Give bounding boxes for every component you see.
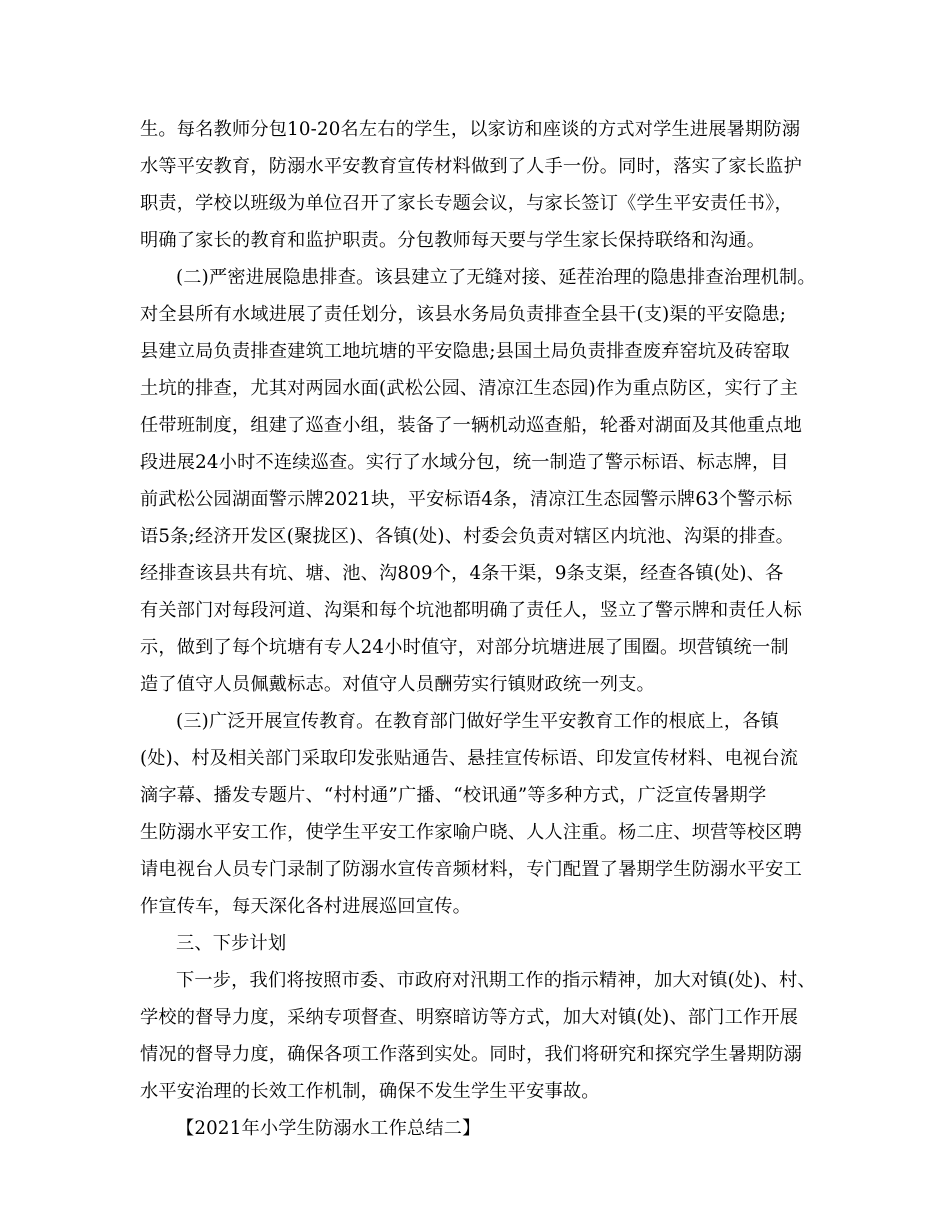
text-line: 生。每名教师分包10-20名左右的学生，以家访和座谈的方式对学生进展暑期防溺 bbox=[140, 119, 801, 140]
text-line: 水平安治理的长效工作机制，确保不发生学生平安事故。 bbox=[140, 1081, 600, 1102]
text-line: 造了值守人员佩戴标志。对值守人员酬劳实行镇财政统一列支。 bbox=[140, 674, 655, 695]
text-line: 前武松公园湖面警示牌2021块，平安标语4条，清凉江生态园警示牌63个警示标 bbox=[140, 489, 793, 510]
paragraph-heading-2: (二)严密进展隐患排查。该县建立了无缝对接、延茬治理的隐患排查治理机制。 bbox=[176, 267, 816, 288]
text-line: 经排查该县共有坑、塘、池、沟809个，4条干渠，9条支渠，经查各镇(处)、各 bbox=[140, 563, 784, 584]
text-line: 情况的督导力度，确保各项工作落到实处。同时，我们将研究和探究学生暑期防溺 bbox=[140, 1044, 802, 1065]
text-line: 下一步，我们将按照市委、市政府对汛期工作的指示精神，加大对镇(处)、村、 bbox=[176, 970, 816, 991]
text-line: 滴字幕、播发专题片、“村村通”广播、“校讯通”等多种方式，广泛宣传暑期学 bbox=[140, 785, 767, 806]
text-line: 请电视台人员专门录制了防溺水宣传音频材料，专门配置了暑期学生防溺水平安工 bbox=[140, 859, 802, 880]
section-heading: 三、下步计划 bbox=[176, 933, 287, 954]
paragraph-heading-3: (三)广泛开展宣传教育。在教育部门做好学生平安教育工作的根底上，各镇 bbox=[176, 711, 779, 732]
text-line: 土坑的排查，尤其对两园水面(武松公园、清凉江生态园)作为重点防区，实行了主 bbox=[140, 378, 799, 399]
text-line: 学校的督导力度，采纳专项督查、明察暗访等方式，加大对镇(处)、部门工作开展 bbox=[140, 1007, 799, 1028]
text-line: 语5条;经济开发区(聚拢区)、各镇(处)、村委会负责对辖区内坑池、沟渠的排查。 bbox=[140, 526, 795, 547]
text-line: 对全县所有水域进展了责任划分，该县水务局负责排查全县干(支)渠的平安隐患; bbox=[140, 304, 787, 325]
text-line: 段进展24小时不连续巡查。实行了水域分包，统一制造了警示标语、标志牌，目 bbox=[140, 452, 789, 473]
text-line: 明确了家长的教育和监护职责。分包教师每天要与学生家长保持联络和沟通。 bbox=[140, 230, 766, 251]
text-line: 生防溺水平安工作，使学生平安工作家喻户晓、人人注重。杨二庄、坝营等校区聘 bbox=[140, 822, 802, 843]
text-line: 作宣传车，每天深化各村进展巡回宣传。 bbox=[140, 896, 471, 917]
text-line: (处)、村及相关部门采取印发张贴通告、悬挂宣传标语、印发宣传材料、电视台流 bbox=[140, 748, 799, 769]
text-line: 有关部门对每段河道、沟渠和每个坑池都明确了责任人，竖立了警示牌和责任人标 bbox=[140, 600, 802, 621]
text-line: 县建立局负责排查建筑工地坑塘的平安隐患;县国土局负责排查废弃窑坑及砖窑取 bbox=[140, 341, 790, 362]
text-line: 任带班制度，组建了巡查小组，装备了一辆机动巡查船，轮番对湖面及其他重点地 bbox=[140, 415, 802, 436]
next-title: 【2021年小学生防溺水工作总结二】 bbox=[176, 1118, 481, 1139]
text-line: 水等平安教育，防溺水平安教育宣传材料做到了人手一份。同时，落实了家长监护 bbox=[140, 156, 802, 177]
text-line: 示，做到了每个坑塘有专人24小时值守，对部分坑塘进展了围圈。坝营镇统一制 bbox=[140, 637, 789, 658]
text-line: 职责，学校以班级为单位召开了家长专题会议，与家长签订《学生平安责任书》， bbox=[140, 193, 793, 214]
